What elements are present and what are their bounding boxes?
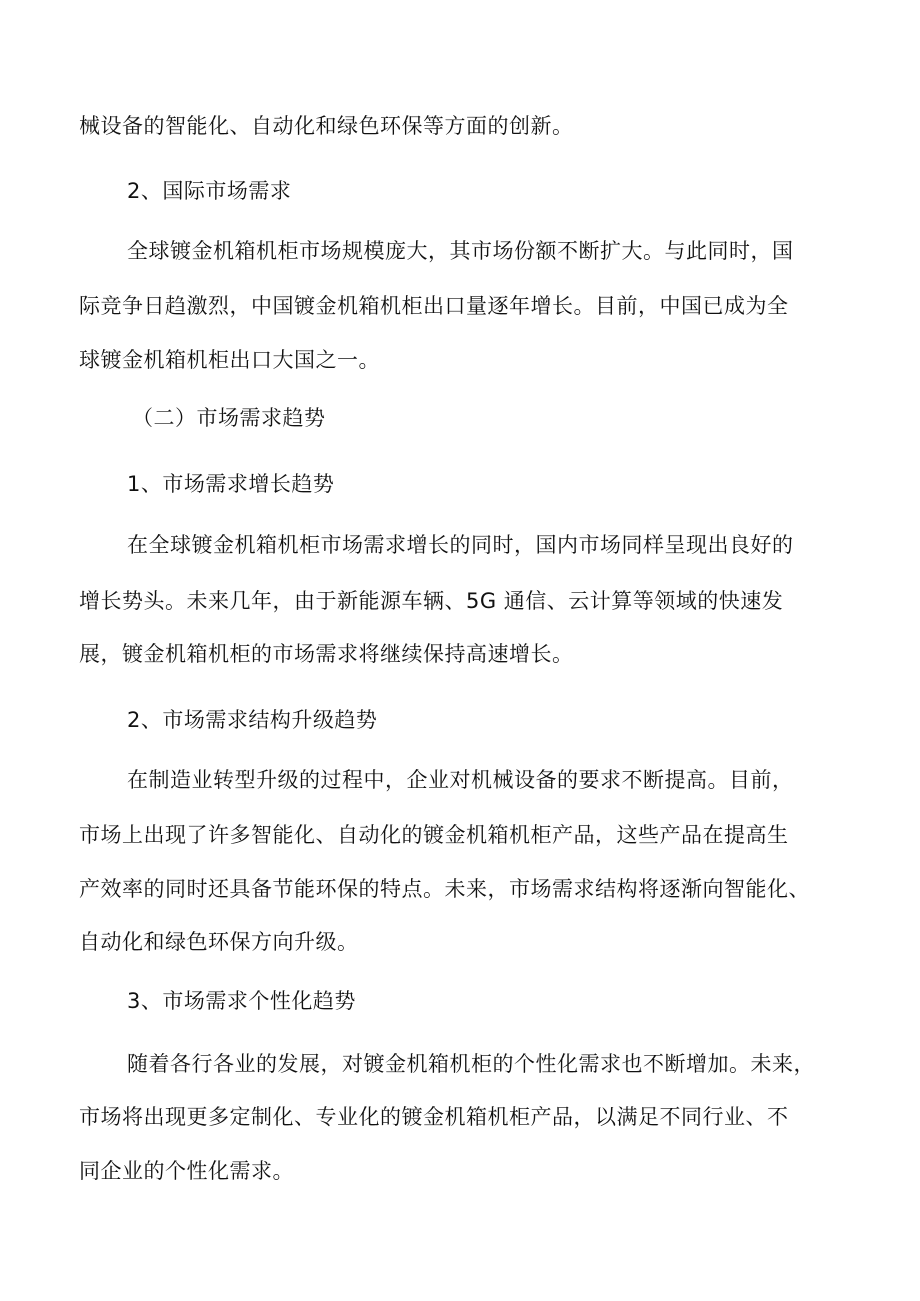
paragraph-line: 展，镀金机箱机柜的市场需求将继续保持高速增长。 [79,642,574,666]
section-heading: 2、国际市场需求 [127,179,292,203]
section-heading: 2、市场需求结构升级趋势 [127,708,378,732]
paragraph-line: 自动化和绿色环保方向升级。 [79,930,359,954]
paragraph-line: 产效率的同时还具备节能环保的特点。未来，市场需求结构将逐渐向智能化、 [79,877,810,901]
paragraph-line: 市场上出现了许多智能化、自动化的镀金机箱机柜产品，这些产品在提高生 [79,823,789,847]
paragraph-line: 在全球镀金机箱机柜市场需求增长的同时，国内市场同样呈现出良好的 [127,533,794,557]
paragraph-line: 同企业的个性化需求。 [79,1159,294,1183]
section-heading: 3、市场需求个性化趋势 [127,989,356,1013]
paragraph-line: 市场将出现更多定制化、专业化的镀金机箱机柜产品，以满足不同行业、不 [79,1105,789,1129]
paragraph-line: 全球镀金机箱机柜市场规模庞大，其市场份额不断扩大。与此同时，国 [127,239,794,263]
section-heading: 1、市场需求增长趋势 [127,472,335,496]
paragraph-line: 在制造业转型升级的过程中，企业对机械设备的要求不断提高。目前， [127,768,794,792]
paragraph-line: 随着各行各业的发展，对镀金机箱机柜的个性化需求也不断增加。未来， [127,1052,815,1076]
paragraph-line: 际竞争日趋激烈，中国镀金机箱机柜出口量逐年增长。目前，中国已成为全 [79,294,789,318]
paragraph-line: 球镀金机箱机柜出口大国之一。 [79,348,380,372]
chapter-heading: （二）市场需求趋势 [132,406,326,430]
paragraph-line: 增长势头。未来几年，由于新能源车辆、5G 通信、云计算等领域的快速发 [79,589,784,613]
paragraph-line: 械设备的智能化、自动化和绿色环保等方面的创新。 [79,114,574,138]
